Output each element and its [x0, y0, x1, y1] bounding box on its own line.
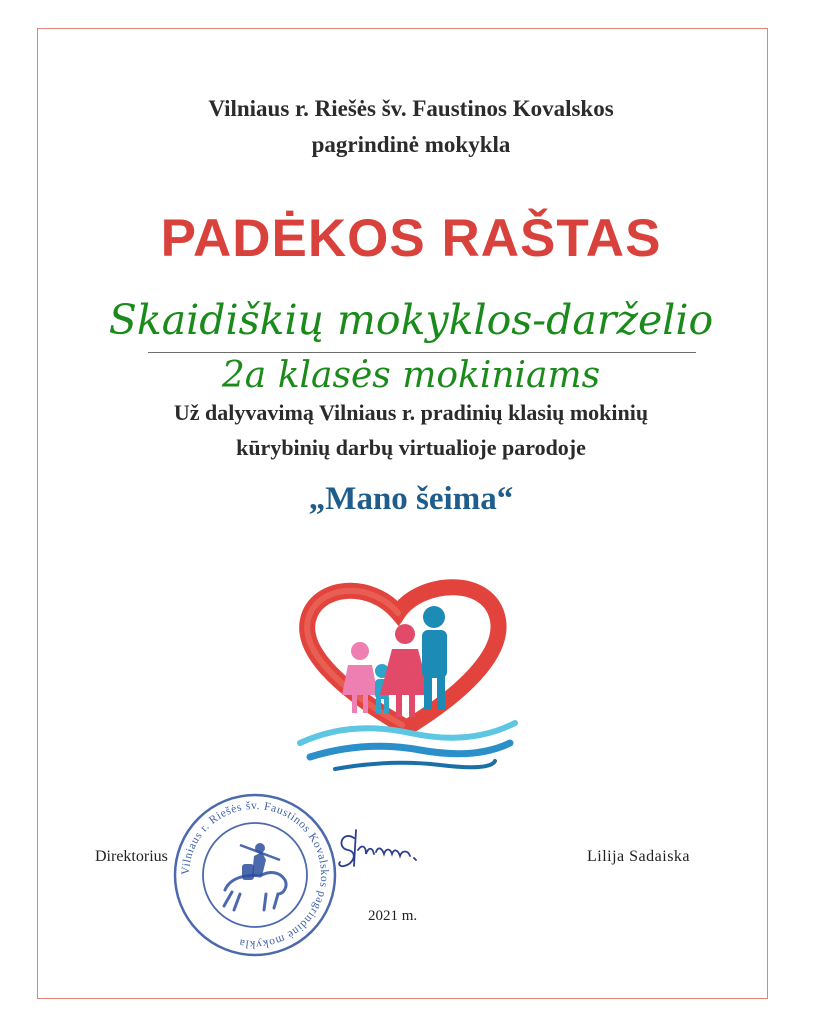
reason-line2: kūrybinių darbų virtualioje parodoje: [236, 435, 586, 460]
recipient-line2: 2a klasės mokiniams: [221, 355, 601, 396]
seal-text: Vilniaus r. Riešės šv. Faustinos Kovalskos pagrindinė mokykla: [179, 799, 331, 951]
school-seal-knight-icon: [170, 790, 340, 960]
handwritten-signature: [332, 820, 442, 875]
exhibition-title: „Mano šeima“: [308, 481, 514, 517]
certificate-title: PADĖKOS RAŠTAS: [160, 209, 662, 268]
issue-year: 2021 m.: [368, 908, 418, 924]
signatory-role: Direktorius: [95, 848, 168, 865]
reason-line1: Už dalyvavimą Vilniaus r. pradinių klasių mokinių: [173, 400, 649, 425]
recipient-line1: Skaidiškių mokyklos-darželio: [108, 296, 714, 344]
recipient-underline: [148, 352, 696, 353]
signatory-name: Lilija Sadaiska: [587, 848, 691, 865]
school-name-line2: pagrindinė mokykla: [311, 132, 511, 157]
heart-family-icon: [290, 575, 520, 775]
school-name-line1: Vilniaus r. Riešės šv. Faustinos Kovalskos: [208, 96, 614, 121]
